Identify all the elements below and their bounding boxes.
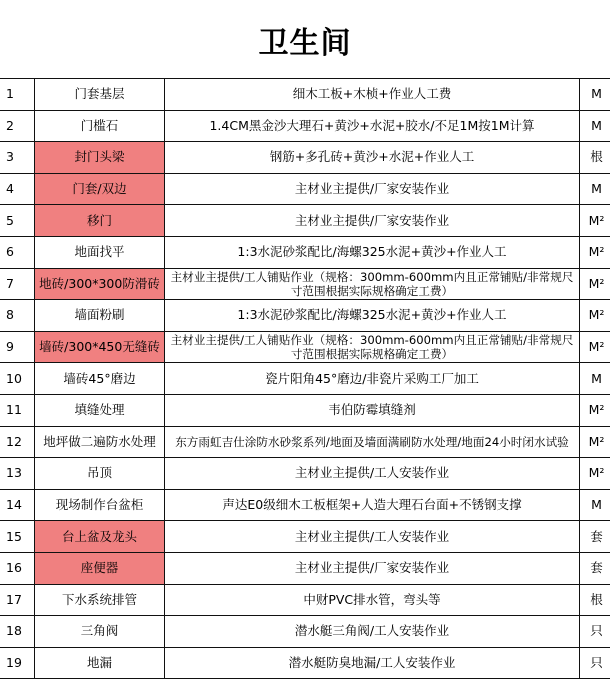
item-name: 墙面粉刷 <box>35 300 165 332</box>
row-number: 1 <box>0 79 35 111</box>
item-description: 主材业主提供/厂家安装作业 <box>165 173 580 205</box>
row-number: 10 <box>0 363 35 395</box>
item-unit: 根 <box>580 584 610 616</box>
item-name: 门套/双边 <box>35 173 165 205</box>
table-row <box>0 616 610 648</box>
row-number: 3 <box>0 142 35 174</box>
item-name: 移门 <box>35 205 165 237</box>
row-number: 19 <box>0 647 35 679</box>
item-name: 填缝处理 <box>35 394 165 426</box>
item-name: 吊顶 <box>35 458 165 490</box>
item-unit: 套 <box>580 552 610 584</box>
item-unit: M² <box>580 458 610 490</box>
item-description: 主材业主提供/工人铺贴作业（规格：300mm-600mm内且正常铺贴/非常规尺寸范围根据实际规格确定工费） <box>165 268 580 300</box>
table-row <box>0 521 610 553</box>
item-name: 座便器 <box>35 552 165 584</box>
table-row <box>0 79 610 111</box>
item-name: 门槛石 <box>35 110 165 142</box>
item-description: 细木工板+木桢+作业人工费 <box>165 79 580 111</box>
row-number: 2 <box>0 110 35 142</box>
item-unit: 套 <box>580 521 610 553</box>
item-unit: M² <box>580 331 610 363</box>
item-unit: M² <box>580 236 610 268</box>
item-unit: 只 <box>580 616 610 648</box>
table-row <box>0 173 610 205</box>
item-name: 地坪做二遍防水处理 <box>35 426 165 458</box>
item-description: 潜水艇三角阀/工人安装作业 <box>165 616 580 648</box>
table-row <box>0 110 610 142</box>
item-description: 主材业主提供/工人安装作业 <box>165 521 580 553</box>
item-description: 钢筋+多孔砖+黄沙+水泥+作业人工 <box>165 142 580 174</box>
item-description: 主材业主提供/工人安装作业 <box>165 458 580 490</box>
page-title: 卫生间 <box>258 26 352 61</box>
item-unit: M <box>580 79 610 111</box>
row-number: 5 <box>0 205 35 237</box>
item-name: 墙砖/300*450无缝砖 <box>35 331 165 363</box>
pricing-table <box>0 78 610 679</box>
row-number: 17 <box>0 584 35 616</box>
item-description: 声达E0级细木工板框架+人造大理石台面+不锈钢支撑 <box>165 489 580 521</box>
item-description: 主材业主提供/厂家安装作业 <box>165 552 580 584</box>
table-row <box>0 458 610 490</box>
row-number: 7 <box>0 268 35 300</box>
item-name: 墙砖45°磨边 <box>35 363 165 395</box>
table-row <box>0 142 610 174</box>
item-name: 地漏 <box>35 647 165 679</box>
table-row <box>0 552 610 584</box>
row-number: 4 <box>0 173 35 205</box>
table-row <box>0 236 610 268</box>
row-number: 13 <box>0 458 35 490</box>
row-number: 12 <box>0 426 35 458</box>
item-description: 中财PVC排水管，弯头等 <box>165 584 580 616</box>
item-description: 1.4CM黑金沙大理石+黄沙+水泥+胶水/不足1M按1M计算 <box>165 110 580 142</box>
item-unit: M <box>580 110 610 142</box>
item-description: 主材业主提供/工人铺贴作业（规格：300mm-600mm内且正常铺贴/非常规尺寸范围根据实际规格确定工费） <box>165 331 580 363</box>
table-row <box>0 268 610 300</box>
item-name: 地砖/300*300防滑砖 <box>35 268 165 300</box>
item-description: 韦伯防霉填缝剂 <box>165 394 580 426</box>
item-unit: M <box>580 173 610 205</box>
table-body <box>0 79 610 679</box>
item-unit: M <box>580 489 610 521</box>
row-number: 8 <box>0 300 35 332</box>
item-unit: 只 <box>580 647 610 679</box>
item-description: 东方雨虹吉仕涂防水砂浆系列/地面及墙面满刷防水处理/地面24小时闭水试验 <box>165 426 580 458</box>
item-unit: M² <box>580 205 610 237</box>
item-description: 主材业主提供/厂家安装作业 <box>165 205 580 237</box>
item-description: 潜水艇防臭地漏/工人安装作业 <box>165 647 580 679</box>
table-row <box>0 394 610 426</box>
item-name: 下水系统排管 <box>35 584 165 616</box>
item-name: 现场制作台盆柜 <box>35 489 165 521</box>
item-description: 1:3水泥砂浆配比/海螺325水泥+黄沙+作业人工 <box>165 236 580 268</box>
item-unit: M² <box>580 268 610 300</box>
row-number: 9 <box>0 331 35 363</box>
table-row <box>0 584 610 616</box>
item-name: 三角阀 <box>35 616 165 648</box>
item-unit: M <box>580 363 610 395</box>
row-number: 15 <box>0 521 35 553</box>
row-number: 6 <box>0 236 35 268</box>
item-description: 1:3水泥砂浆配比/海螺325水泥+黄沙+作业人工 <box>165 300 580 332</box>
item-unit: M² <box>580 300 610 332</box>
table-row <box>0 363 610 395</box>
item-unit: M² <box>580 394 610 426</box>
table-row <box>0 300 610 332</box>
row-number: 11 <box>0 394 35 426</box>
item-name: 地面找平 <box>35 236 165 268</box>
table-row <box>0 205 610 237</box>
item-name: 台上盆及龙头 <box>35 521 165 553</box>
table-row <box>0 331 610 363</box>
row-number: 16 <box>0 552 35 584</box>
item-name: 门套基层 <box>35 79 165 111</box>
item-unit: M² <box>580 426 610 458</box>
item-name: 封门头梁 <box>35 142 165 174</box>
item-unit: 根 <box>580 142 610 174</box>
row-number: 14 <box>0 489 35 521</box>
row-number: 18 <box>0 616 35 648</box>
table-row <box>0 647 610 679</box>
table-row <box>0 426 610 458</box>
item-description: 瓷片阳角45°磨边/非瓷片采购工厂加工 <box>165 363 580 395</box>
table-row <box>0 489 610 521</box>
